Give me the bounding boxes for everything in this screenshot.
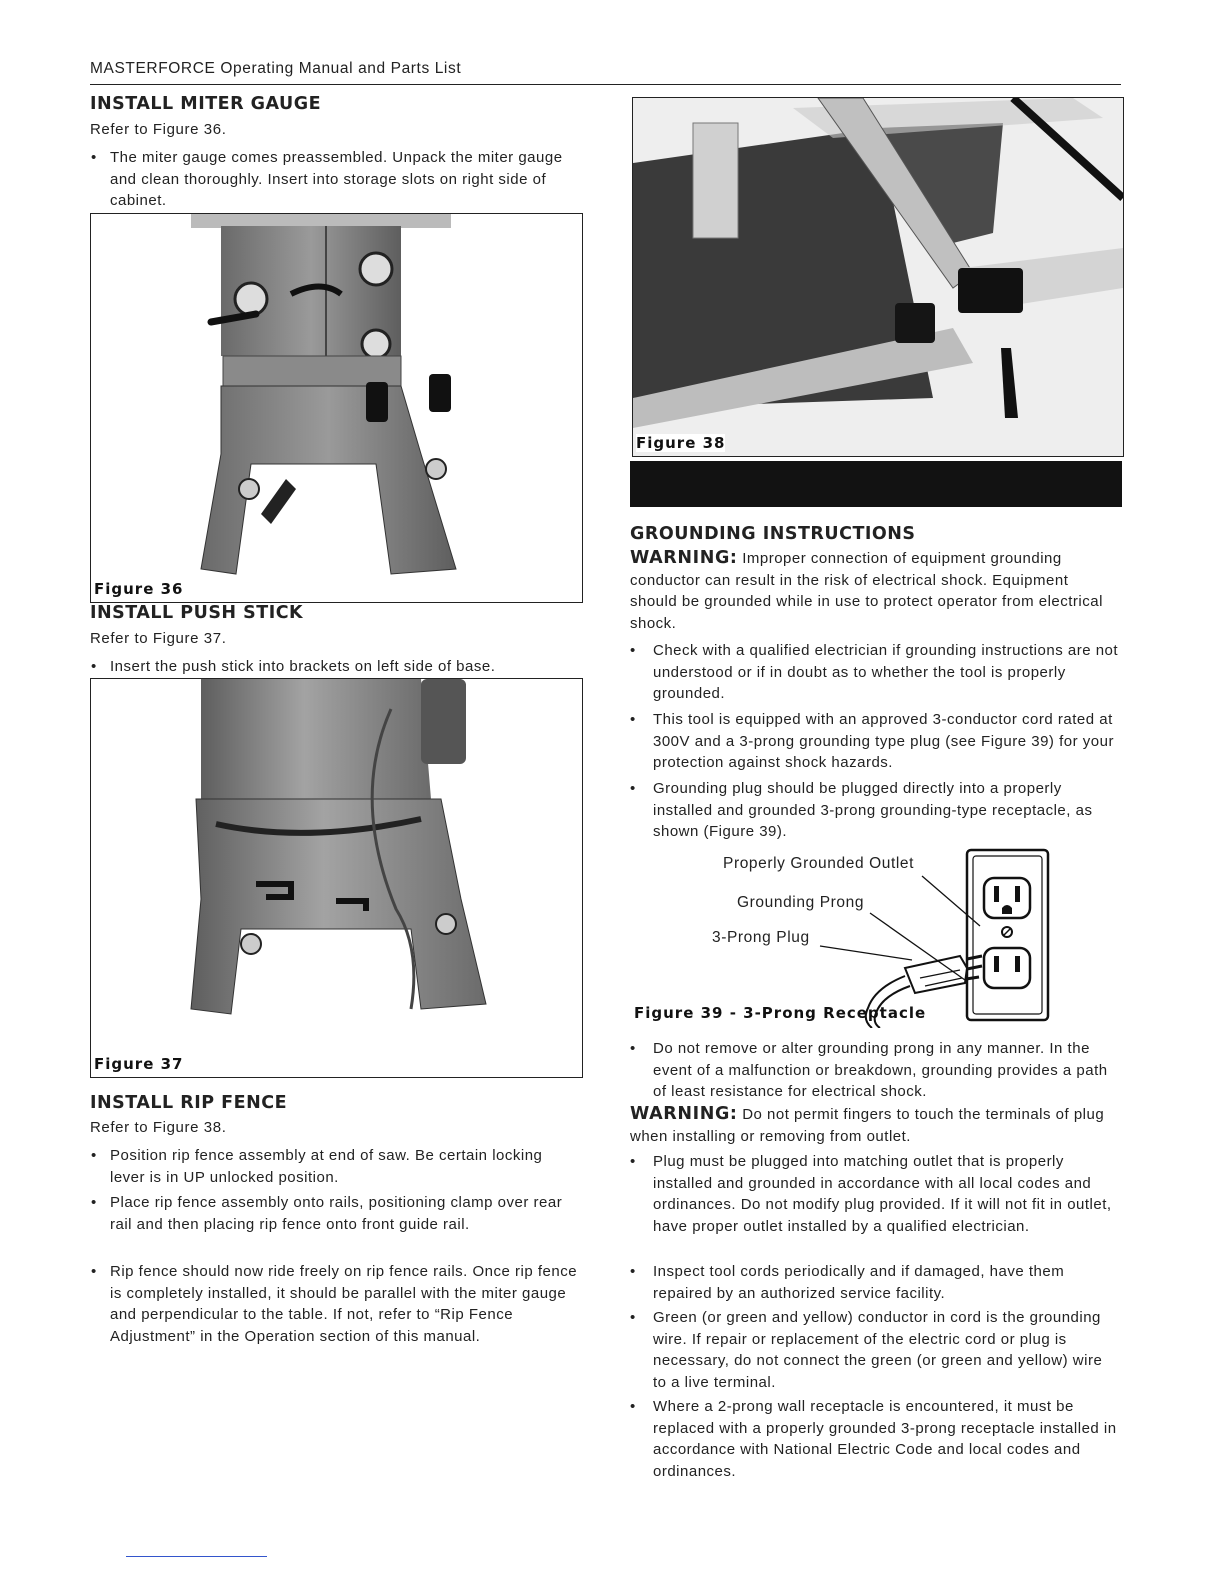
figure-36-caption: Figure 36 xyxy=(94,580,184,598)
pushstick-refer: Refer to Figure 37. xyxy=(90,630,227,647)
miter-refer: Refer to Figure 36. xyxy=(90,121,227,138)
heading-install-miter-gauge: INSTALL MITER GAUGE xyxy=(90,94,322,114)
heading-install-push-stick: INSTALL PUSH STICK xyxy=(90,603,304,623)
warning-label-1: WARNING: xyxy=(630,548,738,568)
miter-bullet-1: • The miter gauge comes preassembled. Unpack the miter gauge and clean thoroughly. Insert into storage slots on right side of cabinet. xyxy=(91,149,563,210)
grounding-bullet-8: • Where a 2-prong wall receptacle is encountered, it must be replaced with a properly grounded 3-prong receptacle installed in accordance with National Electric Code and local codes and ordinances. xyxy=(630,1398,1117,1480)
outlet-plug-illustration xyxy=(630,848,1090,1028)
ripfence-bullet-1: • Position rip fence assembly at end of saw. Be certain locking lever is in UP unlocked position. xyxy=(91,1147,543,1186)
figure-39 xyxy=(630,848,1090,1028)
figure-36 xyxy=(90,213,583,603)
grounding-bullet-5: • Plug must be plugged into matching outlet that is properly installed and grounded in accordance with all local codes and ordinances. Do not modify plug provided. If it will not fit in outlet, have proper outlet installed by a qualified electrician. xyxy=(630,1153,1112,1235)
ripfence-bullet-2: • Place rip fence assembly onto rails, positioning clamp over rear rail and then placing rip fence onto front guide rail. xyxy=(91,1194,563,1233)
grounding-bullet-3: • Grounding plug should be plugged directly into a properly installed and grounded 3-prong grounding-type receptacle, as shown (Figure 39). xyxy=(630,780,1093,841)
grounding-warning-1: WARNING: Improper connection of equipment grounding conductor can result in the risk of electrical shock. Equipment should be grounded while in use to protect operator from electrical shock. xyxy=(630,548,1103,632)
section-black-bar xyxy=(630,461,1122,507)
grounding-bullet-2: • This tool is equipped with an approved 3-conductor cord rated at 300V and a 3-prong grounding type plug (see Figure 39) for your protection against shock hazards. xyxy=(630,711,1114,772)
grounding-bullet-6: • Inspect tool cords periodically and if damaged, have them repaired by an authorized service facility. xyxy=(630,1263,1065,1302)
figure-37-caption: Figure 37 xyxy=(94,1055,184,1073)
table-saw-cabinet-side-illustration xyxy=(91,679,582,1077)
warning-label-2: WARNING: xyxy=(630,1104,738,1124)
heading-grounding-instructions: GROUNDING INSTRUCTIONS xyxy=(630,524,916,544)
label-properly-grounded-outlet: Properly Grounded Outlet xyxy=(723,855,915,872)
grounding-bullet-4: • Do not remove or alter grounding prong in any manner. In the event of a malfunction or breakdown, grounding provides a path of least resistance for electrical shock. xyxy=(630,1040,1108,1101)
header-title: MASTERFORCE Operating Manual and Parts List xyxy=(90,60,462,77)
rip-fence-table-illustration xyxy=(633,98,1123,456)
page-header xyxy=(90,60,1121,85)
table-saw-cabinet-front-illustration xyxy=(91,214,582,602)
grounding-warning-2: WARNING: Do not permit fingers to touch the terminals of plug when installing or removing from outlet. xyxy=(630,1104,1105,1145)
label-grounding-prong: Grounding Prong xyxy=(737,894,865,911)
figure-38-caption: Figure 38 xyxy=(636,434,726,452)
pushstick-bullet-1: • Insert the push stick into brackets on left side of base. xyxy=(91,658,496,675)
figure-39-caption: Figure 39 - 3-Prong Receptacle xyxy=(634,1004,927,1022)
footer-link-underline xyxy=(126,1556,267,1557)
heading-install-rip-fence: INSTALL RIP FENCE xyxy=(90,1093,288,1113)
grounding-bullet-1: • Check with a qualified electrician if grounding instructions are not understood or if in doubt as to whether the tool is properly grounded. xyxy=(630,642,1119,703)
label-3-prong-plug: 3-Prong Plug xyxy=(712,929,810,946)
grounding-bullet-7: • Green (or green and yellow) conductor in cord is the grounding wire. If repair or replacement of the electric cord or plug is necessary, do not connect the green (or green and yellow) wire to a live terminal. xyxy=(630,1309,1103,1391)
figure-37 xyxy=(90,678,583,1078)
ripfence-bullet-3: • Rip fence should now ride freely on rip fence rails. Once rip fence is completely installed, it should be parallel with the miter gauge and perpendicular to the table. If not, refer to “Rip Fence Adjustment” in the Operation section of this manual. xyxy=(91,1263,578,1345)
ripfence-refer: Refer to Figure 38. xyxy=(90,1119,227,1136)
figure-38 xyxy=(632,97,1124,457)
